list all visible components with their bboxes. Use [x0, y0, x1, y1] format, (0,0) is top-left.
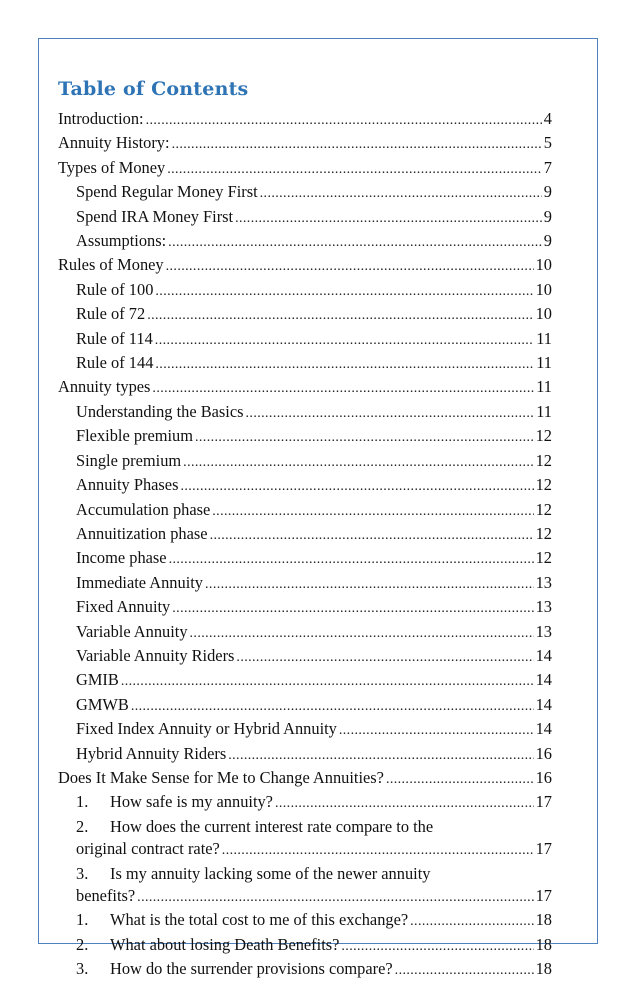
toc-entry-text: Fixed Index Annuity or Hybrid Annuity [76, 719, 337, 739]
toc-leader [410, 911, 533, 933]
toc-entry[interactable] [58, 425, 552, 449]
toc-entry-page: 12 [535, 475, 552, 495]
toc-entry-text: Understanding the Basics [76, 401, 244, 421]
toc-entry[interactable] [58, 450, 552, 474]
toc-entry-page: 17 [535, 792, 552, 812]
toc-entry-page: 13 [535, 621, 552, 641]
toc-entry-page: 14 [535, 719, 552, 739]
toc-entry-text: Rule of 72 [76, 304, 146, 324]
toc-entry[interactable] [58, 474, 552, 498]
toc-entry-text-cont: benefits? [76, 886, 136, 905]
toc-entry-text: Income phase [76, 548, 167, 568]
toc-entry[interactable] [58, 863, 552, 910]
toc-entry[interactable] [58, 499, 552, 523]
toc-entry[interactable] [58, 572, 552, 596]
toc-entry-page: 11 [536, 328, 552, 348]
toc-leader [395, 960, 534, 982]
toc-entry[interactable] [58, 621, 552, 645]
toc-entry-text: Rule of 114 [76, 328, 153, 348]
toc-entry[interactable] [58, 523, 552, 547]
toc-leader [172, 598, 533, 620]
toc-entry-number: 2. [76, 816, 89, 836]
toc-entry[interactable] [58, 108, 552, 132]
toc-leader [386, 769, 534, 791]
toc-entry-page: 12 [535, 548, 552, 568]
toc-leader [183, 452, 533, 474]
toc-entry-text: Single premium [76, 450, 182, 470]
toc-entry-number: 1. [76, 792, 89, 812]
toc-leader [169, 549, 534, 571]
toc-leader [275, 793, 534, 815]
toc-entry[interactable] [58, 181, 552, 205]
toc-entry-text: Hybrid Annuity Riders [76, 743, 227, 763]
toc-entry[interactable] [58, 694, 552, 718]
toc-entry-text: How safe is my annuity? [110, 792, 273, 812]
toc-title: Table of Contents [58, 78, 249, 100]
toc-entry-page: 12 [535, 523, 552, 543]
toc-leader [190, 623, 534, 645]
toc-entry-text: Is my annuity lacking some of the newer annuity [110, 863, 431, 883]
toc-entry[interactable] [58, 352, 552, 376]
toc-entry-text: GMWB [76, 694, 129, 714]
toc-entry-page: 7 [543, 157, 552, 177]
toc-leader [137, 887, 533, 909]
toc-entry-page: 9 [543, 206, 552, 226]
toc-entry[interactable] [58, 909, 552, 933]
toc-entry[interactable] [58, 547, 552, 571]
toc-leader [152, 378, 534, 400]
toc-entry-page: 12 [535, 426, 552, 446]
toc-entry-page: 10 [535, 304, 552, 324]
toc-entry-page: 18 [535, 934, 552, 954]
toc-entry-text: Immediate Annuity [76, 572, 204, 592]
toc-entry[interactable] [58, 596, 552, 620]
toc-entry[interactable] [58, 206, 552, 230]
toc-entry[interactable] [58, 157, 552, 181]
toc-entry-text: Annuitization phase [76, 523, 208, 543]
toc-leader [236, 647, 533, 669]
toc-entry[interactable] [58, 401, 552, 425]
toc-leader [260, 183, 542, 205]
toc-entry-page: 13 [535, 597, 552, 617]
toc-entry-text: Introduction: [58, 109, 144, 128]
toc-entry-text: Annuity Phases [76, 475, 179, 495]
toc-leader [341, 936, 533, 958]
toc-entry-text: How do the surrender provisions compare? [110, 959, 393, 979]
toc-entry-page: 5 [543, 133, 552, 153]
toc-entry-text: GMIB [76, 670, 119, 690]
toc-entry-page: 17 [535, 886, 552, 905]
toc-entry-text: Fixed Annuity [76, 597, 171, 617]
toc-leader [155, 354, 534, 376]
toc-leader [222, 840, 534, 862]
toc-leader [121, 671, 534, 693]
toc-entry[interactable] [58, 328, 552, 352]
toc-entry[interactable] [58, 791, 552, 815]
toc-entry[interactable] [58, 279, 552, 303]
toc-entry-text: Annuity History: [58, 133, 170, 153]
toc-entry-text: Rules of Money [58, 255, 164, 275]
toc-leader [166, 256, 534, 278]
toc-entry-text: Assumptions: [76, 231, 167, 251]
toc-entry-number: 1. [76, 910, 89, 930]
toc-entry-text: Accumulation phase [76, 499, 211, 519]
toc-entry[interactable] [58, 718, 552, 742]
toc-leader [131, 696, 534, 718]
toc-entry-text-cont: original contract rate? [76, 839, 220, 859]
toc-entry-page: 11 [536, 377, 552, 397]
toc-entry-text: Spend Regular Money First [76, 182, 258, 202]
toc-leader [246, 403, 535, 425]
toc-leader [228, 745, 533, 767]
toc-entry-text: Types of Money [58, 157, 166, 177]
toc-leader [147, 305, 533, 327]
toc-leader [205, 574, 534, 596]
toc-entry-page: 13 [535, 572, 552, 592]
toc-entry[interactable] [58, 230, 552, 254]
toc-entry-text: Spend IRA Money First [76, 206, 234, 226]
toc-entry-text: How does the current interest rate compare to the [110, 816, 434, 836]
toc-entry-page: 16 [535, 743, 552, 763]
toc-leader [195, 427, 534, 449]
toc-entry[interactable] [58, 743, 552, 767]
toc-entry-page: 18 [535, 959, 552, 979]
toc-leader [155, 330, 534, 352]
toc-entry-page: 9 [543, 182, 552, 202]
toc-leader [210, 525, 534, 547]
toc-leader [212, 501, 533, 523]
toc-entry-text: Rule of 100 [76, 279, 154, 299]
toc-leader [235, 208, 542, 230]
toc-entry[interactable] [58, 816, 552, 863]
toc-leader [168, 232, 542, 254]
toc-leader [180, 476, 533, 498]
toc-entry-number: 3. [76, 863, 89, 883]
toc-entry-page: 16 [535, 767, 552, 787]
toc-leader [339, 720, 534, 742]
toc-entry-text: What is the total cost to me of this exchange? [110, 910, 409, 930]
toc-entry-page: 14 [535, 694, 552, 714]
toc-leader [146, 110, 542, 132]
toc-entry-page: 12 [535, 450, 552, 470]
toc-entry-page: 9 [543, 231, 552, 251]
toc-entry-page: 14 [535, 645, 552, 665]
toc-entry-number: 3. [76, 959, 89, 979]
toc-entry[interactable] [58, 376, 552, 400]
toc-entry[interactable] [58, 645, 552, 669]
toc-leader [172, 134, 542, 156]
toc-entry[interactable] [58, 767, 552, 791]
toc-leader [155, 281, 533, 303]
toc-entry-page: 11 [536, 401, 552, 421]
toc-entry-page: 4 [543, 109, 552, 128]
toc-leader [167, 159, 542, 181]
toc-entry[interactable] [58, 958, 552, 982]
toc-entry-text: Rule of 144 [76, 353, 154, 373]
toc-entry[interactable] [58, 934, 552, 958]
toc-entry-text: Annuity types [58, 377, 151, 397]
toc-entry[interactable] [58, 669, 552, 693]
toc-entry-number: 2. [76, 934, 89, 954]
toc-list [58, 108, 552, 983]
toc-entry-page: 10 [535, 255, 552, 275]
toc-entry[interactable] [58, 254, 552, 278]
toc-entry[interactable] [58, 132, 552, 156]
toc-entry-page: 11 [536, 353, 552, 373]
toc-entry-page: 10 [535, 279, 552, 299]
toc-entry-page: 12 [535, 499, 552, 519]
toc-entry-page: 14 [535, 670, 552, 690]
toc-entry[interactable] [58, 303, 552, 327]
toc-entry-page: 17 [535, 839, 552, 859]
toc-entry-text: Does It Make Sense for Me to Change Annuities? [58, 767, 384, 787]
toc-entry-text: Variable Annuity [76, 621, 188, 641]
toc-entry-page: 18 [535, 910, 552, 930]
toc-entry-text: Flexible premium [76, 426, 193, 446]
toc-entry-text: Variable Annuity Riders [76, 645, 235, 665]
toc-entry-text: What about losing Death Benefits? [110, 934, 340, 954]
